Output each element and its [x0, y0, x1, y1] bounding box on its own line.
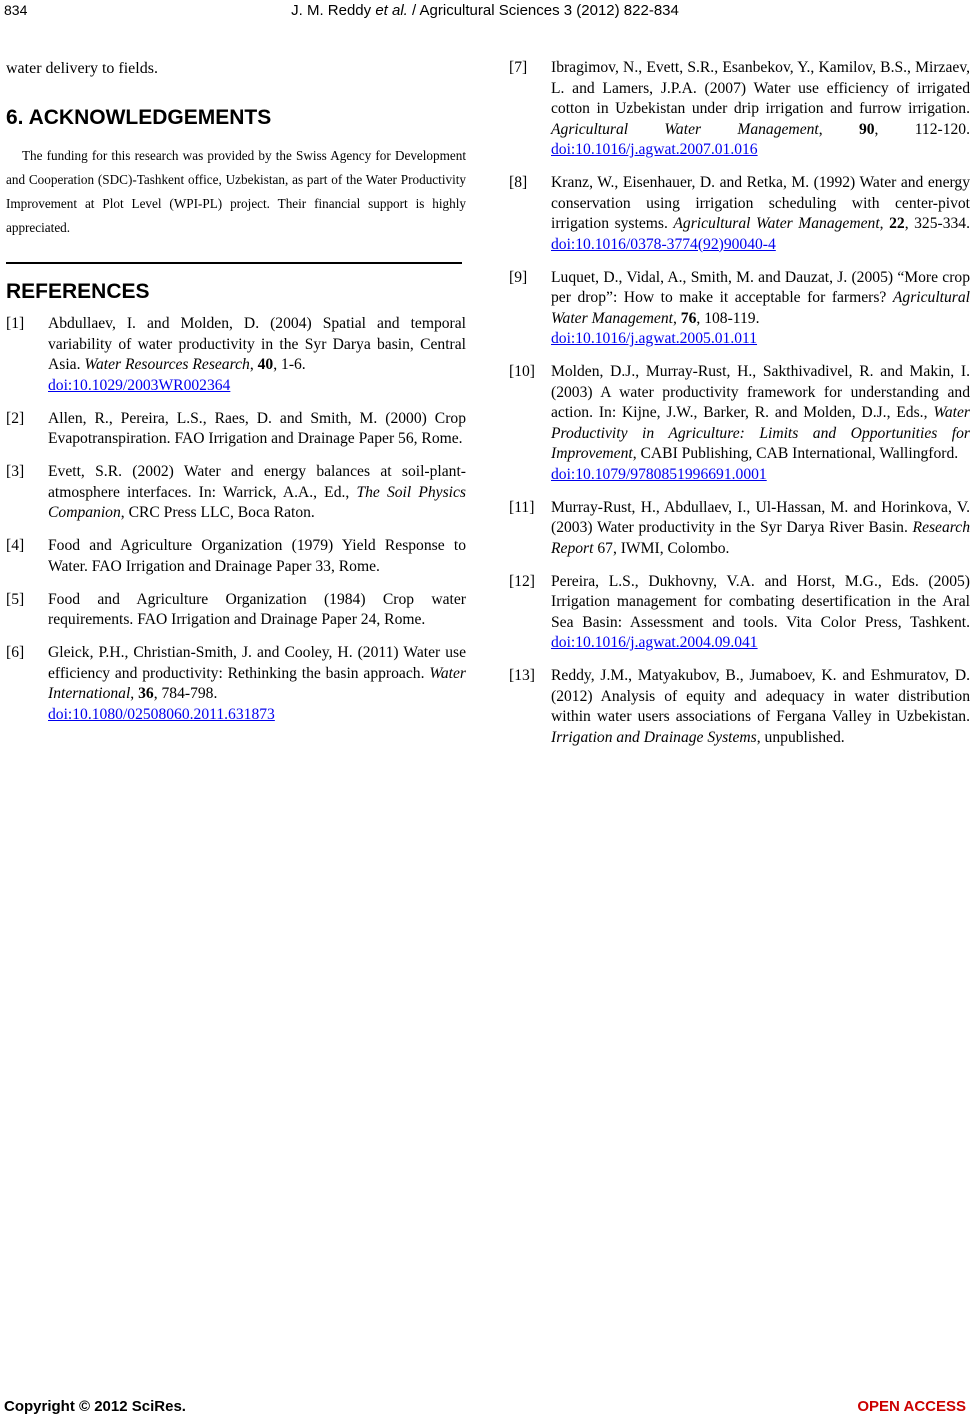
reference-pages: , CABI Publishing, CAB International, Wallingford.: [632, 445, 959, 462]
reference-item: [6, 590, 466, 631]
reference-journal: Agricultural Water Management: [551, 120, 819, 138]
reference-text: [48, 314, 466, 396]
reference-item: [509, 498, 970, 560]
reference-number: [10]: [509, 363, 535, 380]
reference-journal: Water Resources Research: [84, 356, 250, 373]
reference-authors-title: Food and Agriculture Organization (1984) Crop water requirements. FAO Irrigation and Drainage Paper 24, Rome.: [48, 590, 466, 628]
reference-pages: , 1-6.: [273, 356, 306, 373]
doi-link[interactable]: doi:10.1079/9780851996691.0001: [551, 465, 767, 483]
reference-text: [551, 666, 970, 748]
reference-number: [2]: [6, 409, 25, 427]
reference-number: [13]: [509, 667, 535, 684]
reference-item: [509, 362, 970, 485]
reference-text: [48, 536, 466, 577]
reference-separator: ,: [249, 356, 258, 373]
reference-authors-title: Food and Agriculture Organization (1979) Yield Response to Water. FAO Irrigation and Drainage Paper 33, Rome.: [48, 537, 466, 575]
reference-authors-title: Evett, S.R. (2002) Water and energy balances at soil-plant-atmosphere interfaces. In: Warrick, A.A., Ed.,: [48, 463, 466, 501]
reference-number: [8]: [509, 174, 528, 191]
reference-text: [551, 572, 970, 654]
reference-item: [509, 268, 970, 350]
references-heading: REFERENCES: [6, 280, 150, 303]
reference-pages: , 112-120.: [874, 120, 970, 138]
reference-item: [509, 666, 970, 748]
doi-link[interactable]: doi:10.1080/02508060.2011.631873: [48, 705, 275, 723]
reference-authors-title: Murray-Rust, H., Abdullaev, I., Ul-Hassan, M. and Horinkova, V. (2003) Water productivity in the Syr Darya River Basin.: [551, 498, 970, 536]
running-head-etal: et al.: [375, 2, 408, 19]
reference-text: [48, 590, 466, 631]
reference-number: [6]: [6, 644, 25, 661]
acknowledgements-text: The funding for this research was provided by the Swiss Agency for Development and Cooperation (SDC)-Tashkent office, Uzbekistan, as part of the Water Productivity Improvement at Plot Level (WPI-PL) project. Their financial support is highly appreciated.: [6, 148, 466, 235]
reference-volume: 90: [858, 120, 875, 138]
reference-separator: ,: [879, 215, 890, 232]
reference-journal: Agricultural Water Management: [551, 289, 970, 327]
reference-text: [48, 462, 466, 524]
doi-link[interactable]: doi:10.1016/j.agwat.2007.01.016: [551, 141, 758, 158]
reference-text: [551, 362, 970, 485]
reference-pages: , 325-334.: [904, 215, 970, 232]
reference-authors-title: Pereira, L.S., Dukhovny, V.A. and Horst, M.G., Eds. (2005) Irrigation management for combating desertification in the Aral Sea Basin: Assessment and tools. Vita Color Press, Tashkent.: [551, 572, 970, 631]
reference-authors-title: Luquet, D., Vidal, A., Smith, M. and Dauzat, J. (2005) “More crop per drop”: How to make it acceptable for farmers?: [551, 268, 970, 306]
reference-number: [12]: [509, 572, 535, 590]
reference-pages: 67, IWMI, Colombo.: [593, 539, 730, 557]
reference-volume: 22: [889, 215, 905, 232]
reference-number: [11]: [509, 498, 535, 516]
reference-list-left: [6, 314, 466, 725]
reference-item: [509, 58, 970, 161]
acknowledgements-heading: 6. ACKNOWLEDGEMENTS: [6, 106, 272, 129]
doi-link[interactable]: doi:10.1016/0378-3774(92)90040-4: [551, 235, 776, 253]
reference-text: [48, 409, 466, 450]
doi-link[interactable]: doi:10.1029/2003WR002364: [48, 376, 231, 394]
running-head-authors: J. M. Reddy: [291, 2, 376, 19]
reference-authors-title: Molden, D.J., Murray-Rust, H., Sakthivadivel, R. and Makin, I. (2003) A water productivity framework for understanding and action. In: Kijne, J.W., Barker, R. and Molden, D.J., Eds.,: [551, 363, 970, 421]
reference-pages: , 108-119.: [696, 309, 760, 327]
continued-text: water delivery to fields.: [6, 60, 158, 77]
reference-text: [551, 498, 970, 560]
reference-separator: ,: [818, 120, 859, 138]
reference-number: [9]: [509, 268, 528, 286]
reference-journal: Irrigation and Drainage Systems: [551, 728, 757, 746]
reference-journal: Agricultural Water Management: [673, 215, 880, 232]
reference-list-right: [509, 58, 970, 748]
reference-number: [1]: [6, 315, 25, 332]
reference-separator: ,: [673, 309, 681, 327]
reference-volume: 36: [138, 685, 154, 702]
reference-authors-title: Gleick, P.H., Christian-Smith, J. and Cooley, H. (2011) Water use efficiency and productivity: Rethinking the basin approach.: [48, 644, 466, 682]
reference-text: [551, 58, 970, 161]
reference-item: [6, 462, 466, 524]
reference-text: [551, 268, 970, 350]
reference-item: [6, 409, 466, 450]
page-number: 834: [4, 2, 28, 18]
reference-authors-title: Allen, R., Pereira, L.S., Raes, D. and Smith, M. (2000) Crop Evapotranspiration. FAO Irrigation and Drainage Paper 56, Rome.: [48, 409, 466, 447]
reference-authors-title: Reddy, J.M., Matyakubov, B., Jumaboev, K. and Eshmuratov, D. (2012) Analysis of equity and adequacy in water distribution within water users associations of Fergana Valley in Uzbekistan.: [551, 667, 970, 725]
reference-authors-title: Abdullaev, I. and Molden, D. (2004) Spatial and temporal variability of water productivity in the Syr Darya basin, Central Asia.: [48, 315, 466, 373]
reference-item: [6, 314, 466, 396]
reference-authors-title: Ibragimov, N., Evett, S.R., Esanbekov, Y., Kamilov, B.S., Mirzaev, L. and Lamers, J.P.A. (2007) Water use efficiency of irrigated cotton in Uzbekistan under drip irrigation and furrow irrigation.: [551, 59, 970, 117]
running-head-journal: / Agricultural Sciences 3 (2012) 822-834: [407, 2, 679, 19]
reference-item: [509, 173, 970, 255]
reference-journal: Research Report: [551, 519, 970, 557]
reference-volume: 40: [257, 356, 274, 373]
reference-authors-title: Kranz, W., Eisenhauer, D. and Retka, M. (1992) Water and energy conservation using irrigation scheduling with center-pivot irrigation systems.: [551, 174, 970, 232]
reference-number: [7]: [509, 59, 528, 76]
doi-link[interactable]: doi:10.1016/j.agwat.2004.09.041: [551, 634, 758, 651]
reference-journal: The Soil Physics Companion: [48, 483, 466, 521]
reference-text: [551, 173, 970, 255]
reference-text: [48, 643, 466, 725]
open-access-label: OPEN ACCESS: [857, 1398, 966, 1415]
left-column: [6, 58, 466, 738]
reference-journal: Water International: [48, 664, 466, 702]
running-head: [0, 2, 970, 19]
reference-number: [3]: [6, 463, 25, 480]
reference-volume: 76: [680, 309, 697, 327]
reference-number: [4]: [6, 537, 25, 554]
doi-link[interactable]: doi:10.1016/j.agwat.2005.01.011: [551, 330, 758, 347]
reference-journal: Water Productivity in Agriculture: Limits and Opportunities for Improvement: [551, 404, 970, 462]
reference-pages: , CRC Press LLC, Boca Raton.: [120, 504, 315, 521]
right-column: [509, 58, 970, 761]
reference-item: [509, 572, 970, 654]
reference-separator: ,: [130, 685, 139, 702]
reference-item: [6, 536, 466, 577]
copyright-notice: Copyright © 2012 SciRes.: [4, 1398, 186, 1415]
reference-pages: , 784-798.: [153, 685, 218, 702]
reference-item: [6, 643, 466, 725]
section-divider: [6, 262, 462, 264]
reference-pages: , unpublished.: [756, 728, 845, 746]
reference-number: [5]: [6, 590, 25, 608]
